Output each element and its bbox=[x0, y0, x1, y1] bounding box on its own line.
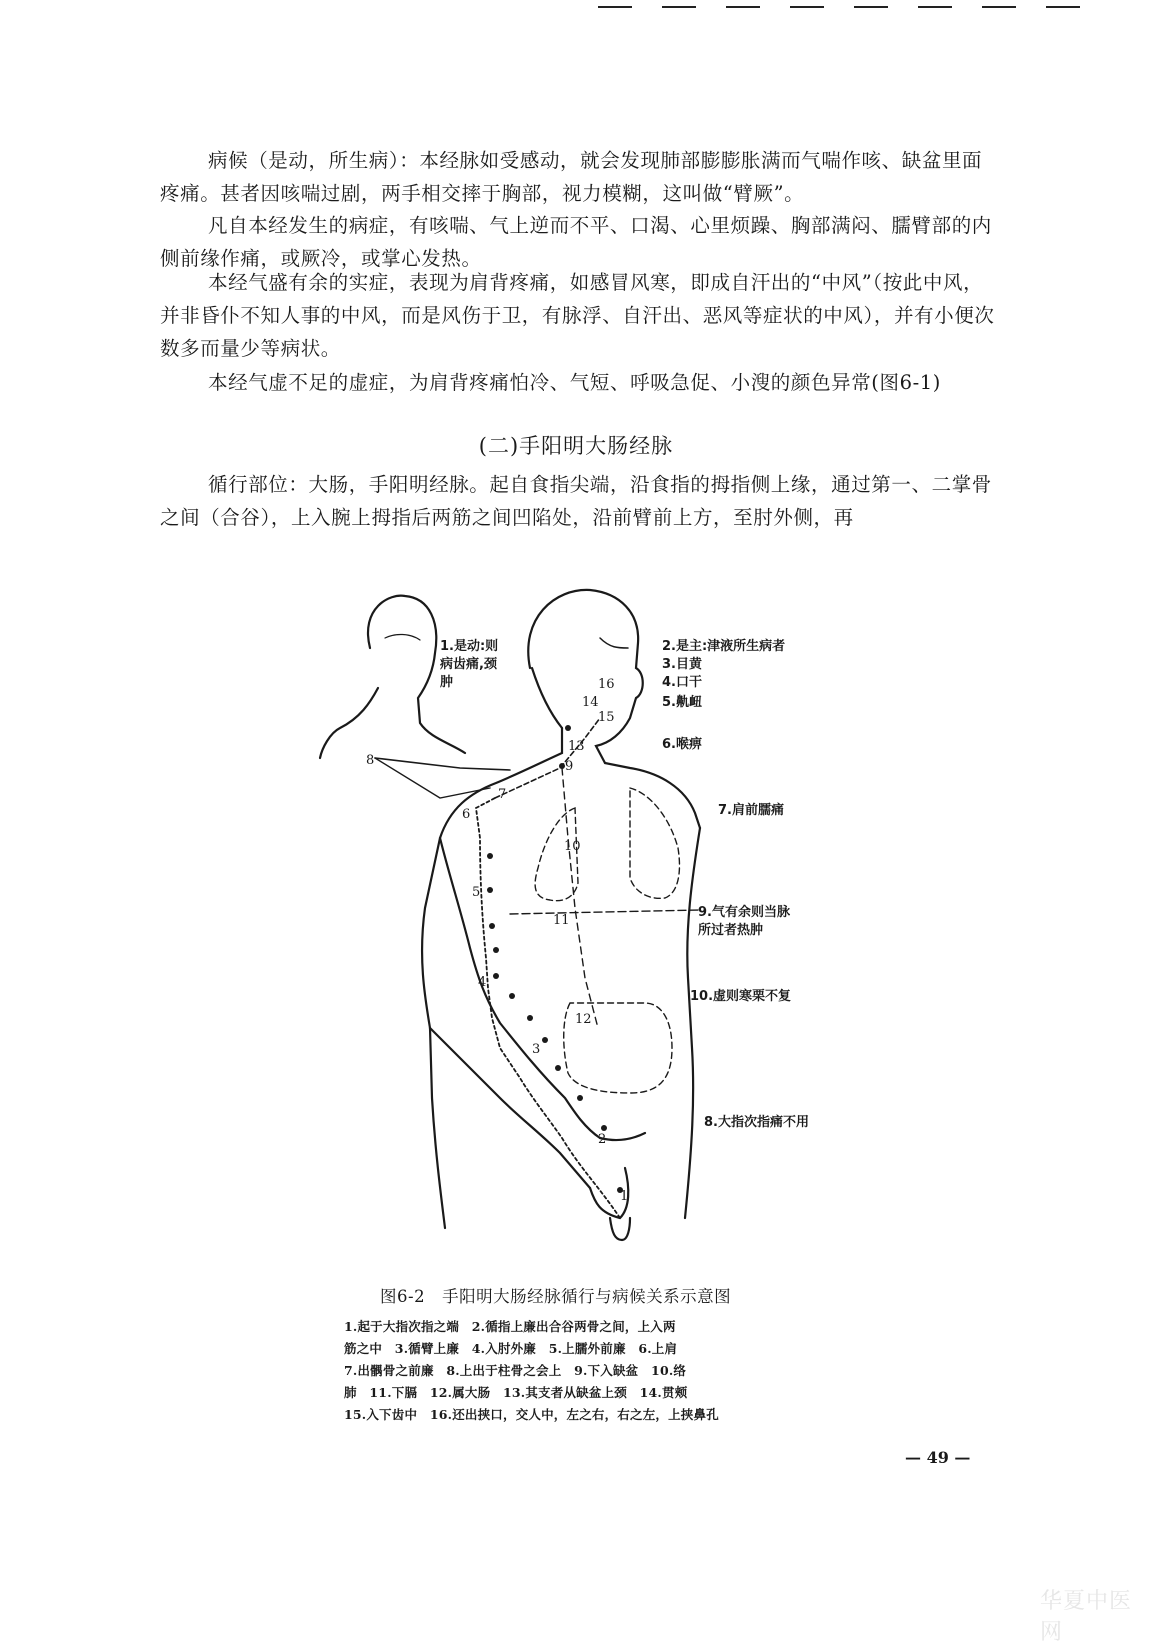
watermark: 华夏中医网 bbox=[1040, 1589, 1133, 1645]
legend-line: 1.起于大指次指之端 2.循指上廉出合谷两骨之间，上入两 bbox=[344, 1319, 676, 1334]
label-1: 1.是动:则 bbox=[440, 639, 499, 654]
label-10: 10.虚则寒栗不复 bbox=[690, 989, 792, 1004]
point-15: 15 bbox=[598, 710, 615, 725]
point-7: 7 bbox=[498, 787, 507, 802]
figure-caption: 图6-2 手阳明大肠经脉循行与病候关系示意图 bbox=[380, 1287, 732, 1306]
label-7: 7.肩前臑痛 bbox=[718, 803, 784, 818]
point-12: 12 bbox=[575, 1012, 592, 1027]
point-9: 9 bbox=[565, 759, 574, 774]
label-9a: 9.气有余则当脉 bbox=[698, 905, 790, 920]
paragraph-self-disease: 凡自本经发生的病症，有咳喘、气上逆而不平、口渴、心里烦躁、胸部满闷、臑臂部的内侧前缘作痛，或厥冷，或掌心发热。 bbox=[160, 214, 992, 270]
legend-line: 筋之中 3.循臂上廉 4.入肘外廉 5.上臑外前廉 6.上肩 bbox=[344, 1341, 678, 1356]
label-6: 6.喉痹 bbox=[662, 737, 702, 752]
point-10: 10 bbox=[564, 839, 581, 854]
legend-line: 15.入下齿中 16.还出挟口，交人中，左之右，右之左，上挟鼻孔 bbox=[344, 1407, 719, 1422]
point-3: 3 bbox=[532, 1042, 541, 1057]
meridian-path bbox=[476, 798, 620, 1218]
label-1b: 病齿痛,颈 bbox=[440, 657, 497, 672]
paragraph-circulation: 循行部位：大肠，手阳明经脉。起自食指尖端，沿食指的拇指侧上缘，通过第一、二掌骨之间（合谷），上入腕上拇指后两筋之间凹陷处，沿前臂前上方，至肘外侧，再 bbox=[160, 473, 992, 529]
label-2: 2.是主:津液所生病者 bbox=[662, 639, 786, 654]
point-13: 13 bbox=[568, 739, 585, 754]
point-8: 8 bbox=[366, 753, 375, 768]
label-8: 8.大指次指痛不用 bbox=[704, 1115, 809, 1130]
point-14: 14 bbox=[582, 695, 599, 710]
point-16: 16 bbox=[598, 677, 615, 692]
paragraph-excess: 本经气盛有余的实症，表现为肩背疼痛，如感冒风寒，即成自汗出的“中风”（按此中风，并非昏仆不知人事的中风，而是风伤于卫，有脉浮、自汗出、恶风等症状的中风），并有小便次数多而量少等病状。 bbox=[160, 271, 995, 360]
paragraph-deficiency: 本经气虚不足的虚症，为肩背疼痛怕冷、气短、呼吸急促、小溲的颜色异常(图6-1) bbox=[208, 371, 942, 394]
label-1c: 肿 bbox=[440, 675, 454, 690]
legend-line: 肺 11.下膈 12.属大肠 13.其支者从缺盆上颈 14.贯颊 bbox=[344, 1385, 688, 1400]
label-5: 5.鼽衄 bbox=[662, 695, 702, 710]
point-6: 6 bbox=[462, 807, 471, 822]
point-11: 11 bbox=[553, 913, 570, 928]
point-4: 4 bbox=[478, 975, 487, 990]
label-9b: 所过者热肿 bbox=[698, 923, 764, 938]
point-5: 5 bbox=[472, 885, 481, 900]
meridian-figure bbox=[300, 578, 860, 1278]
label-3: 3.目黄 bbox=[662, 657, 702, 672]
legend-line: 7.出髃骨之前廉 8.上出于柱骨之会上 9.下入缺盆 10.络 bbox=[344, 1363, 687, 1378]
paragraph-symptoms: 病候（是动，所生病）：本经脉如受感动，就会发现肺部膨膨胀满而气喘作咳、缺盆里面疼痛。甚者因咳喘过剧，两手相交摔于胸部，视力模糊，这叫做“臂厥”。 bbox=[160, 149, 983, 205]
page-number: — 49 — bbox=[905, 1448, 971, 1467]
section-title: (二)手阳明大肠经脉 bbox=[478, 434, 674, 458]
point-1: 1 bbox=[620, 1189, 629, 1204]
label-4: 4.口干 bbox=[662, 675, 702, 690]
point-2: 2 bbox=[598, 1132, 607, 1147]
figure-legend bbox=[344, 1316, 824, 1426]
